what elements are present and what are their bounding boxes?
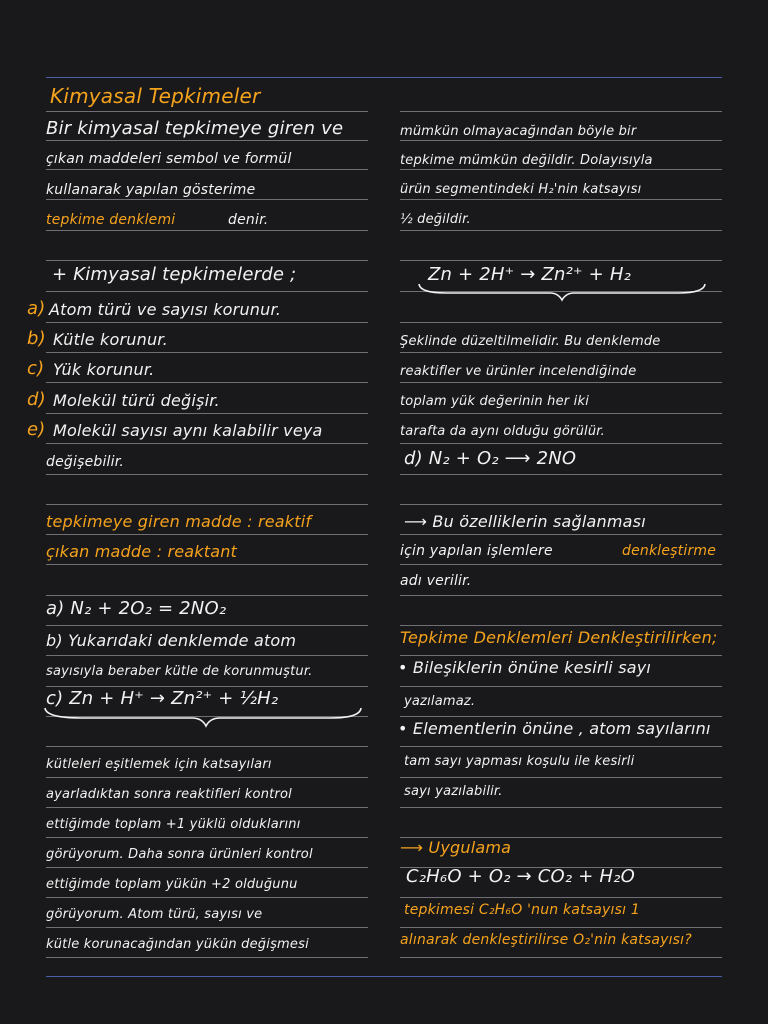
r-para1-line-3: ürün segmentindeki H₂'nin katsayısı — [400, 182, 642, 197]
r-para2-line-4: tarafta da aynı olduğu görülür. — [400, 424, 605, 439]
example-b-line-1: b) Yukarıdaki denklemde atom — [46, 631, 297, 650]
uygulama-equation: C₂H₆O + O₂ → CO₂ + H₂O — [406, 866, 635, 887]
para-line-7: kütle korunacağından yükün değişmesi — [46, 937, 309, 952]
list-tail: değişebilir. — [46, 454, 125, 470]
example-b-line-2: sayısıyla beraber kütle de korunmuştur. — [46, 664, 313, 679]
example-c: c) Zn + H⁺ → Zn²⁺ + ½H₂ — [46, 688, 279, 709]
properties-arrow-line: ⟶ Bu özelliklerin sağlanması — [404, 512, 646, 531]
curly-brace-right — [416, 282, 708, 302]
list-letter-a: a) — [27, 298, 46, 319]
para-line-1: kütleleri eşitlemek için katsayıları — [46, 757, 272, 772]
bottom-margin-rule — [46, 976, 722, 977]
r-para2-line-2: reaktifler ve ürünler incelendiğinde — [400, 364, 637, 379]
r-para1-line-2: tepkime mümkün değildir. Dolayısıyla — [400, 153, 653, 168]
bullet-1-cont: yazılamaz. — [404, 694, 476, 709]
reactant-definition: tepkimeye giren madde : reaktif — [46, 512, 312, 531]
product-definition: çıkan madde : reaktant — [46, 542, 238, 561]
question-line-1: tepkimesi C₂H₆O 'nun katsayısı 1 — [404, 902, 640, 918]
question-line-2: alınarak denkleştirilirse O₂'nin katsayısı? — [400, 932, 692, 948]
properties-line-2: için yapılan işlemlere — [400, 543, 553, 559]
para-line-6: görüyorum. Atom türü, sayısı ve — [46, 907, 263, 922]
bullet-2-cont-2: sayı yazılabilir. — [404, 784, 503, 799]
uygulama-heading: ⟶ Uygulama — [400, 838, 512, 857]
bullet-2-cont: tam sayı yapması koşulu ile kesirli — [404, 754, 635, 769]
list-text-b: Kütle korunur. — [53, 330, 168, 349]
r-para1-line-1: mümkün olmayacağından böyle bir — [400, 124, 637, 139]
intro-line-3: kullanarak yapılan gösterime — [46, 182, 256, 198]
example-d: d) N₂ + O₂ ⟶ 2NO — [404, 448, 577, 469]
list-letter-d: d) — [27, 389, 46, 410]
list-text-e: Molekül sayısı aynı kalabilir veya — [53, 421, 323, 440]
example-a: a) N₂ + 2O₂ = 2NO₂ — [46, 598, 227, 619]
para-line-2: ayarladıktan sonra reaktifleri kontrol — [46, 787, 292, 802]
curly-brace-left — [42, 706, 364, 728]
para-line-4: görüyorum. Daha sonra ürünleri kontrol — [46, 847, 313, 862]
list-letter-b: b) — [27, 328, 46, 349]
section-heading-denklestirme: Tepkime Denklemleri Denkleştirilirken; — [400, 628, 718, 647]
list-text-d: Molekül türü değişir. — [53, 391, 220, 410]
intro-line-1: Bir kimyasal tepkimeye giren ve — [46, 118, 344, 139]
properties-line-3: adı verilir. — [400, 573, 472, 589]
r-para2-line-3: toplam yük değerinin her iki — [400, 394, 590, 409]
term-denklestirme: denkleştirme — [622, 543, 717, 559]
list-header: + Kimyasal tepkimelerde ; — [52, 264, 297, 285]
r-para2-line-1: Şeklinde düzeltilmelidir. Bu denklemde — [400, 334, 661, 349]
list-text-a: Atom türü ve sayısı korunur. — [49, 300, 282, 319]
intro-line-2: çıkan maddeleri sembol ve formül — [46, 151, 292, 167]
r-para1-line-4: ½ değildir. — [400, 212, 471, 227]
intro-tail: denir. — [228, 212, 269, 228]
list-letter-e: e) — [27, 419, 46, 440]
bullet-1: • Bileşiklerin önüne kesirli sayı — [398, 658, 652, 677]
para-line-3: ettiğimde toplam +1 yüklü olduklarını — [46, 817, 301, 832]
page-title: Kimyasal Tepkimeler — [50, 84, 261, 108]
list-letter-c: c) — [27, 358, 45, 379]
bullet-2: • Elementlerin önüne , atom sayılarını — [398, 719, 711, 738]
para-line-5: ettiğimde toplam yükün +2 olduğunu — [46, 877, 298, 892]
term-tepkime-denklemi: tepkime denklemi — [46, 212, 176, 228]
corrected-equation: Zn + 2H⁺ → Zn²⁺ + H₂ — [428, 264, 632, 285]
top-margin-rule — [46, 77, 722, 78]
list-text-c: Yük korunur. — [53, 360, 155, 379]
